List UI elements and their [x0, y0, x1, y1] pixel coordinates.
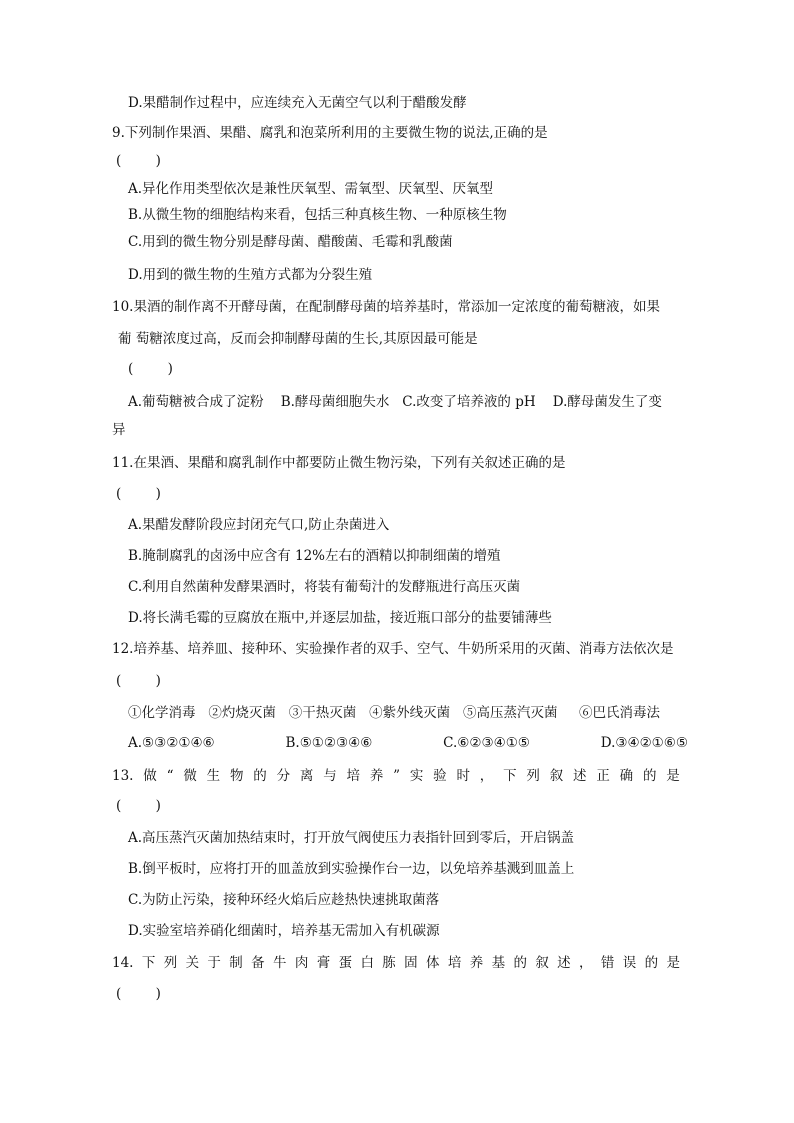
q13-stem-char: 微: [183, 768, 197, 784]
q12-stem: 12.培养基、培养皿、接种环、实验操作者的双手、空气、牛奶所采用的灭菌、消毒方法依次是: [112, 641, 674, 657]
q11-option-d: D.将长满毛霉的豆腐放在瓶中,并逐层加盐，接近瓶口部分的盐要铺薄些: [128, 610, 552, 626]
q11-option-a: A.果醋发酵阶段应封闭充气口,防止杂菌进入: [128, 517, 390, 533]
q13-stem-char: “: [166, 768, 174, 784]
q13-stem-char: 是: [666, 768, 680, 784]
q14-stem-char: 备: [251, 955, 265, 971]
q13-stem-char: 叙: [549, 768, 564, 784]
q10-stem-line2: 葡 萄糖浓度过高，反而会抑制酵母菌的生长,其原因最可能是: [118, 331, 478, 347]
q14-stem-char: ，: [579, 955, 593, 971]
q13-stem-char: 正: [596, 768, 610, 784]
q13-stem-char: 验: [433, 768, 447, 784]
q14-stem-char: 列: [163, 955, 178, 971]
q14-stem-char: 固: [404, 955, 418, 971]
q14-stem-char: 培: [447, 955, 462, 971]
q10-options-continued: 异: [112, 422, 126, 438]
q13-stem-char: 的: [642, 768, 657, 784]
q14-stem-char: 是: [666, 955, 680, 971]
q14-stem-char: 错: [600, 955, 615, 971]
q13-stem-char: 做: [143, 768, 157, 784]
q14-stem-char: 体: [426, 955, 440, 971]
q8-option-d: D.果醋制作过程中，应连续充入无菌空气以利于醋酸发酵: [128, 95, 467, 111]
q13-stem-char: 时: [456, 768, 470, 784]
q10-stem-line1: 10.果酒的制作离不开酵母菌，在配制酵母菌的培养基时，常添加一定浓度的葡萄糖液，如果: [112, 299, 660, 315]
q13-option-c: C.为防止污染，接种环经火焰后应趁热快速挑取菌落: [128, 892, 440, 908]
q9-stem: 9.下列制作果酒、果醋、腐乳和泡菜所利用的主要微生物的说法,正确的是: [112, 125, 548, 141]
q13-stem-char: ，: [479, 768, 494, 784]
q13-stem-char: 分: [276, 768, 291, 784]
q14-stem-char: 膏: [316, 955, 331, 971]
q13-stem: [112, 767, 680, 785]
q13-stem-char: 实: [409, 768, 424, 784]
q14-stem-char: 胨: [382, 955, 396, 971]
q11-answer-paren: ( ): [116, 486, 161, 502]
q13-stem-char: 确: [619, 768, 634, 784]
q9-option-b: B.从微生物的细胞结构来看，包括三种真核生物、一种原核生物: [128, 207, 507, 223]
q13-stem-char: 养: [369, 768, 384, 784]
q11-option-c: C.利用自然菌种发酵果酒时，将装有葡萄汁的发酵瓶进行高压灭菌: [128, 579, 521, 595]
q13-stem-char: 离: [299, 768, 314, 784]
q9-answer-paren: ( ): [116, 153, 161, 169]
q11-option-b: B.腌制腐乳的卤汤中应含有 12%左右的酒精以抑制细菌的增殖: [128, 548, 501, 564]
q10-answer-paren: ( ): [128, 361, 173, 377]
q14-answer-paren: ( ): [116, 986, 161, 1002]
q13-stem-char: 与: [323, 768, 337, 784]
q12-option-a: A.⑤③②①④⑥: [128, 735, 215, 751]
q13-stem-char: 13.: [112, 768, 134, 784]
q13-option-d: D.实验室培养硝化细菌时，培养基无需加入有机碳源: [128, 923, 440, 939]
q12-option-b: B.⑤①②③④⑥: [285, 735, 373, 751]
q13-stem-char: 下: [503, 768, 517, 784]
q14-stem-char: 养: [469, 955, 484, 971]
q10-options: A.葡萄糖被合成了淀粉 B.酵母菌细胞失水 C.改变了培养液的 pH D.酵母菌发生了变: [128, 394, 662, 410]
q14-stem-char: 基: [491, 955, 506, 971]
q13-stem-char: 的: [253, 768, 267, 784]
q13-answer-paren: ( ): [116, 798, 161, 814]
q14-stem-char: 14.: [112, 955, 134, 971]
q13-stem-char: 物: [229, 768, 244, 784]
q14-stem-char: 蛋: [338, 955, 353, 971]
q14-stem-char: 制: [229, 955, 243, 971]
q9-option-c: C.用到的微生物分别是酵母菌、醋酸菌、毛霉和乳酸菌: [128, 234, 453, 250]
q14-stem-char: 的: [513, 955, 527, 971]
q12-option-d: D.③④②①⑥⑤: [600, 735, 688, 751]
q12-option-c: C.⑥②③④①⑤: [443, 735, 530, 751]
q11-stem: 11.在果酒、果醋和腐乳制作中都要防止微生物污染，下列有关叙述正确的是: [112, 455, 566, 471]
q14-stem-char: 牛: [273, 955, 287, 971]
q14-stem-char: 叙: [535, 955, 549, 971]
q13-stem-char: 培: [346, 768, 361, 784]
q14-stem-char: 述: [557, 955, 571, 971]
q13-option-a: A.高压蒸汽灭菌加热结束时，打开放气阀使压力表指针回到零后，开启锅盖: [128, 830, 575, 846]
q14-stem-char: 的: [644, 955, 659, 971]
q14-stem-char: 肉: [294, 955, 309, 971]
q9-option-a: A.异化作用类型依次是兼性厌氧型、需氧型、厌氧型、厌氧型: [128, 181, 494, 197]
q14-stem-char: 下: [141, 955, 156, 971]
q12-methods: ①化学消毒 ②灼烧灭菌 ③干热灭菌 ④紫外线灭菌 ⑤高压蒸汽灭菌 ⑥巴氏消毒法: [128, 705, 660, 721]
q14-stem: [112, 954, 680, 972]
q14-stem-char: 于: [207, 955, 221, 971]
q13-stem-char: 列: [526, 768, 540, 784]
q13-stem-char: 生: [206, 768, 221, 784]
q12-options: [128, 734, 688, 752]
q9-option-d: D.用到的微生物的生殖方式都为分裂生殖: [128, 267, 373, 283]
q14-stem-char: 关: [185, 955, 200, 971]
q13-stem-char: 述: [573, 768, 587, 784]
q13-stem-char: ”: [393, 768, 401, 784]
q14-stem-char: 误: [622, 955, 637, 971]
q14-stem-char: 白: [360, 955, 374, 971]
q13-option-b: B.倒平板时，应将打开的皿盖放到实验操作台一边，以免培养基溅到皿盖上: [128, 861, 575, 877]
q12-answer-paren: ( ): [116, 673, 161, 689]
